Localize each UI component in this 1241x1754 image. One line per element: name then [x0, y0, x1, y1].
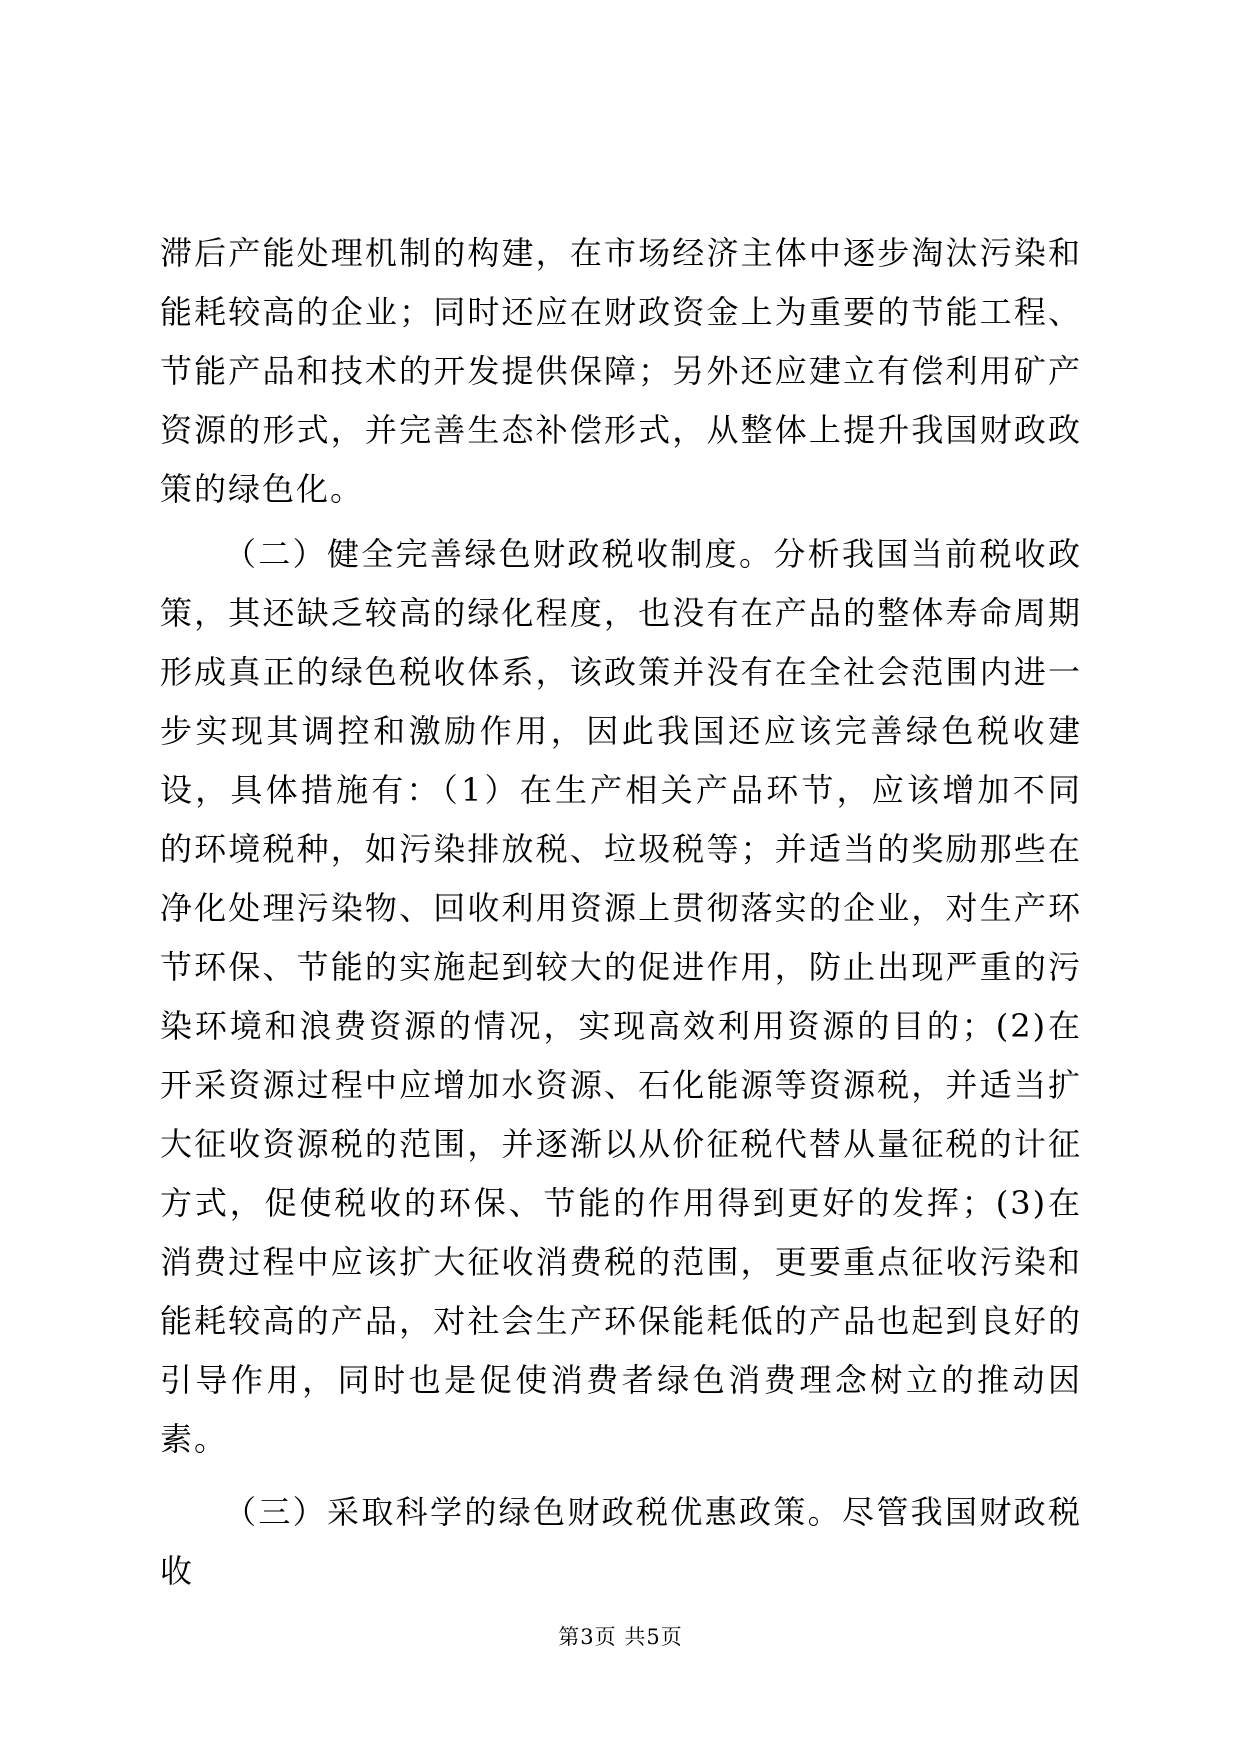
paragraph-green-tax-system: （二）健全完善绿色财政税收制度。分析我国当前税收政策，其还缺乏较高的绿化程度，也没有在产品的整体寿命周期形成真正的绿色税收体系，该政策并没有在全社会范围内进一步实现其调控和激励作用，因此我国还应该完善绿色税收建设，具体措施有：（1）在生产相关产品环节，应该增加不同的环境税种，如污染排放税、垃圾税等；并适当的奖励那些在净化处理污染物、回收利用资源上贯彻落实的企业，对生产环节环保、节能的实施起到较大的促进作用，防止出现严重的污染环境和浪费资源的情况，实现高效利用资源的目的；(2)在开采资源过程中应增加水资源、石化能源等资源税，并适当扩大征收资源税的范围，并逐渐以从价征税代替从量征税的计征方式，促使税收的环保、节能的作用得到更好的发挥；(3)在消费过程中应该扩大征收消费税的范围，更要重点征收污染和能耗较高的产品，对社会生产环保能耗低的产品也起到良好的引导作用，同时也是促使消费者绿色消费理念树立的推动因素。: [160, 535, 1082, 1458]
body-text: [160, 224, 1082, 1601]
page-footer: 第3页 共5页: [558, 1625, 683, 1649]
paragraph-continuation: 滞后产能处理机制的构建，在市场经济主体中逐步淘汰污染和能耗较高的企业；同时还应在财政资金上为重要的节能工程、节能产品和技术的开发提供保障；另外还应建立有偿利用矿产资源的形式，并完善生态补偿形式，从整体上提升我国财政政策的绿色化。: [160, 234, 1082, 508]
paragraph-green-tax-incentives: （三）采取科学的绿色财政税优惠政策。尽管我国财政税收: [160, 1493, 1082, 1590]
